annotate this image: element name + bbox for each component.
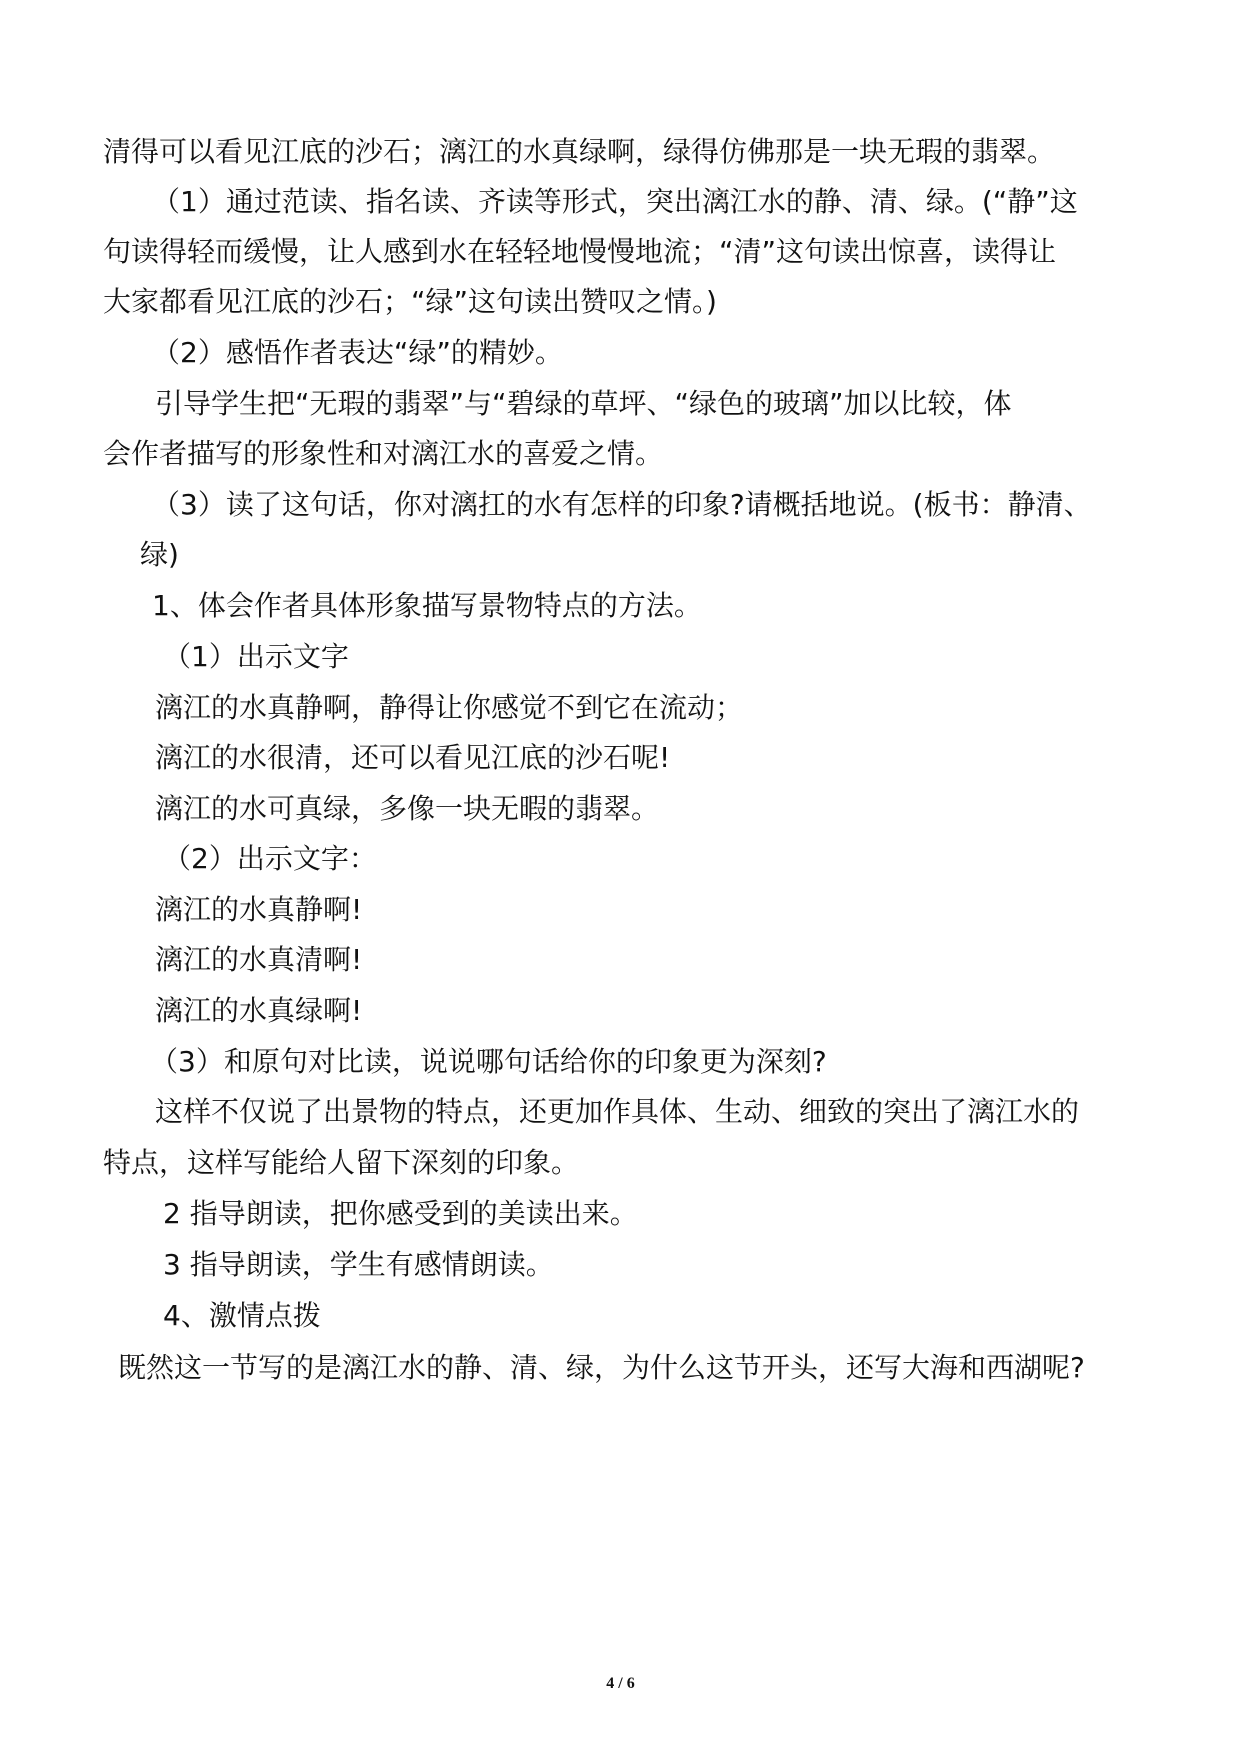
- text-line: 3 指导朗读，学生有感情朗读。: [163, 1248, 554, 1281]
- text-line: 2 指导朗读，把你感受到的美读出来。: [163, 1197, 638, 1230]
- text-line: 漓江的水真静啊!: [155, 893, 363, 926]
- text-line: （3）读了这句话，你对漓扛的水有怎样的印象?请概括地说。(板书：静清、: [152, 488, 1092, 521]
- text-line: 漓江的水可真绿，多像一块无暇的翡翠。: [155, 792, 660, 825]
- text-line: 清得可以看见江底的沙石；漓江的水真绿啊，绿得仿佛那是一块无瑕的翡翠。: [103, 135, 1056, 168]
- text-line: （2）感悟作者表达“绿”的精妙。: [152, 336, 563, 369]
- text-line: 4、激情点拨: [163, 1299, 321, 1332]
- text-line: 句读得轻而缓慢，让人感到水在轻轻地慢慢地流；“清”这句读出惊喜，读得让: [103, 235, 1057, 268]
- text-line: （1）通过范读、指名读、齐读等形式，突出漓江水的静、清、绿。(“静”这: [152, 185, 1078, 218]
- text-line: 漓江的水真绿啊!: [155, 994, 363, 1027]
- text-line: 会作者描写的形象性和对漓江水的喜爱之情。: [103, 437, 664, 470]
- text-line: 漓江的水真静啊，静得让你感觉不到它在流动；: [155, 691, 744, 724]
- text-line: 漓江的水很清，还可以看见江底的沙石呢!: [155, 741, 671, 774]
- text-line: （1）出示文字: [163, 640, 349, 673]
- text-line: （3）和原句对比读，说说哪句话给你的印象更为深刻?: [150, 1045, 827, 1078]
- text-line: 这样不仅说了出景物的特点，还更加作具体、生动、细致的突出了漓江水的: [155, 1095, 1080, 1128]
- page-number: 4 / 6: [606, 1675, 635, 1692]
- text-line: 漓江的水真清啊!: [155, 943, 363, 976]
- text-line: 1、体会作者具体形象描写景物特点的方法。: [152, 589, 702, 622]
- text-line: 大家都看见江底的沙石；“绿”这句读出赞叹之情。): [103, 285, 717, 318]
- text-line: 特点，这样写能给人留下深刻的印象。: [103, 1146, 580, 1179]
- text-line: （2）出示文字：: [163, 842, 377, 875]
- text-line: 引导学生把“无瑕的翡翠”与“碧绿的草坪、“绿色的玻璃”加以比较，体: [155, 387, 1012, 420]
- text-line: 既然这一节写的是漓江水的静、清、绿，为什么这节开头，还写大海和西湖呢?: [118, 1351, 1085, 1384]
- text-line: 绿): [140, 538, 179, 571]
